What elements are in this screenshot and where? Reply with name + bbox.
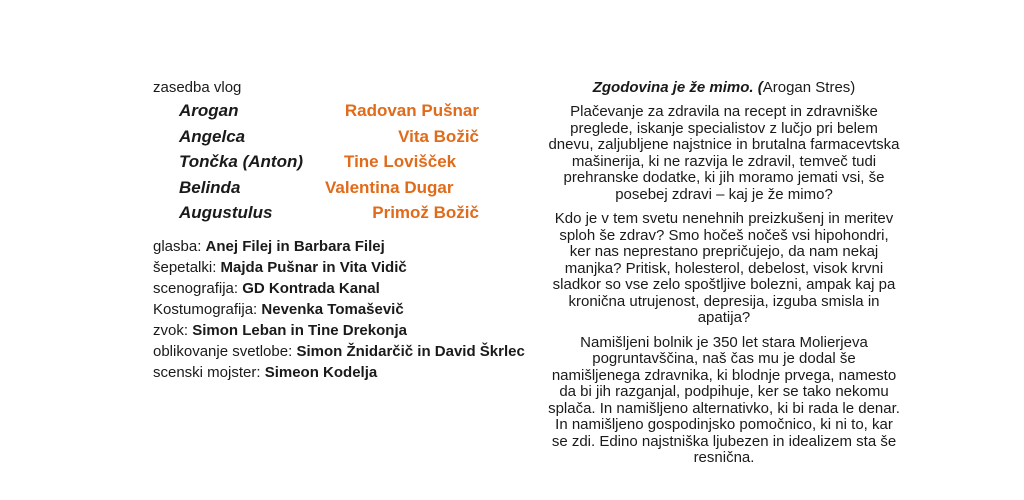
cast-row (179, 100, 479, 126)
credit-line (153, 236, 553, 257)
role-name: Arogan (179, 101, 239, 120)
credit-value: GD Kontrada Kanal (242, 279, 380, 297)
actor-name: Radovan Pušnar (344, 101, 479, 120)
credit-label: šepetalki: (153, 258, 221, 276)
credit-value: Simon Leban in Tine Drekonja (192, 321, 407, 339)
credit-line (153, 362, 553, 383)
actor-name: Tine Lovišček (344, 152, 457, 171)
credit-value: Nevenka Tomaševič (261, 300, 404, 318)
article-column (548, 78, 900, 475)
quote-author: Arogan Stres) (762, 79, 856, 96)
role-name: Belinda (179, 177, 241, 197)
credit-value: Simon Žnidarčič in David Škrlec (296, 342, 525, 360)
credit-label: Kostumografija: (153, 300, 262, 318)
role-name: Angelca (179, 126, 246, 146)
article-paragraph: Plačevanje za zdravila na recept in zdravniške preglede, iskanje specialistov z lučjo pri belem dnevu, zaljubljene najstnice in brutalna farmacevtska mašinerija, ki ne razvija le zdravil, temveč tudi prehranske dodatke, ki jih moramo jemati vsi, še posebej zdravi – kaj je že mimo? (548, 103, 900, 203)
quote (548, 78, 900, 98)
cast-list (179, 100, 479, 228)
credit-label: glasba: (153, 237, 206, 255)
actor-name: Primož Božič (372, 203, 479, 222)
credit-label: scenski mojster: (153, 363, 265, 381)
role-name: Augustulus (179, 203, 273, 222)
credit-value: Simeon Kodelja (264, 363, 378, 381)
credit-line (153, 278, 553, 299)
actor-name: Vita Božič (398, 126, 479, 146)
cast-heading: zasedba vlog (153, 79, 242, 96)
cast-row (179, 177, 479, 203)
credit-line (153, 341, 553, 362)
credit-line (153, 299, 553, 320)
credit-line (153, 320, 553, 341)
credit-label: oblikovanje svetlobe: (153, 342, 297, 360)
cast-row (179, 151, 479, 177)
cast-row (179, 126, 479, 152)
credits-column (153, 78, 553, 383)
quote-text: Zgodovina je že mimo. ( (592, 79, 763, 96)
credit-label: scenografija: (153, 279, 243, 297)
article-paragraph: Kdo je v tem svetu nenehnih preizkušenj in meritev sploh še zdrav? Smo hočeš nočeš vsi hipohondri, ker nas neprestano prepričujejo, da nam nekaj manjka? Pritisk, holesterol, debelost, visok krvni sladkor so vse zelo spoštljive bolezni, ampak kaj pa kronična utrujenost, depresija, izguba smisla in apatija? (552, 210, 896, 326)
credit-label: zvok: (153, 321, 193, 339)
crew-credits (153, 236, 553, 383)
role-name: Tončka (Anton) (179, 152, 304, 171)
cast-row (179, 202, 479, 228)
credit-line (153, 257, 553, 278)
actor-name: Valentina Dugar (325, 177, 454, 197)
credit-value: Majda Pušnar in Vita Vidič (220, 258, 407, 276)
article-paragraph: Namišljeni bolnik je 350 let stara Molierjeva pogruntavščina, naš čas mu je dodal še namišljenega zdravnika, ki blodnje prvega, namesto da bi jih razganjal, podpihuje, ker se tako nekomu splača. In namišljeno alternativko, ki bi rada le denar. In namišljeno gospodinjsko pomočnico, ki ni to, kar se zdi. Edino najstniška ljubezen in idealizem sta še resnična. (548, 333, 900, 466)
credit-value: Anej Filej in Barbara Filej (205, 237, 385, 255)
